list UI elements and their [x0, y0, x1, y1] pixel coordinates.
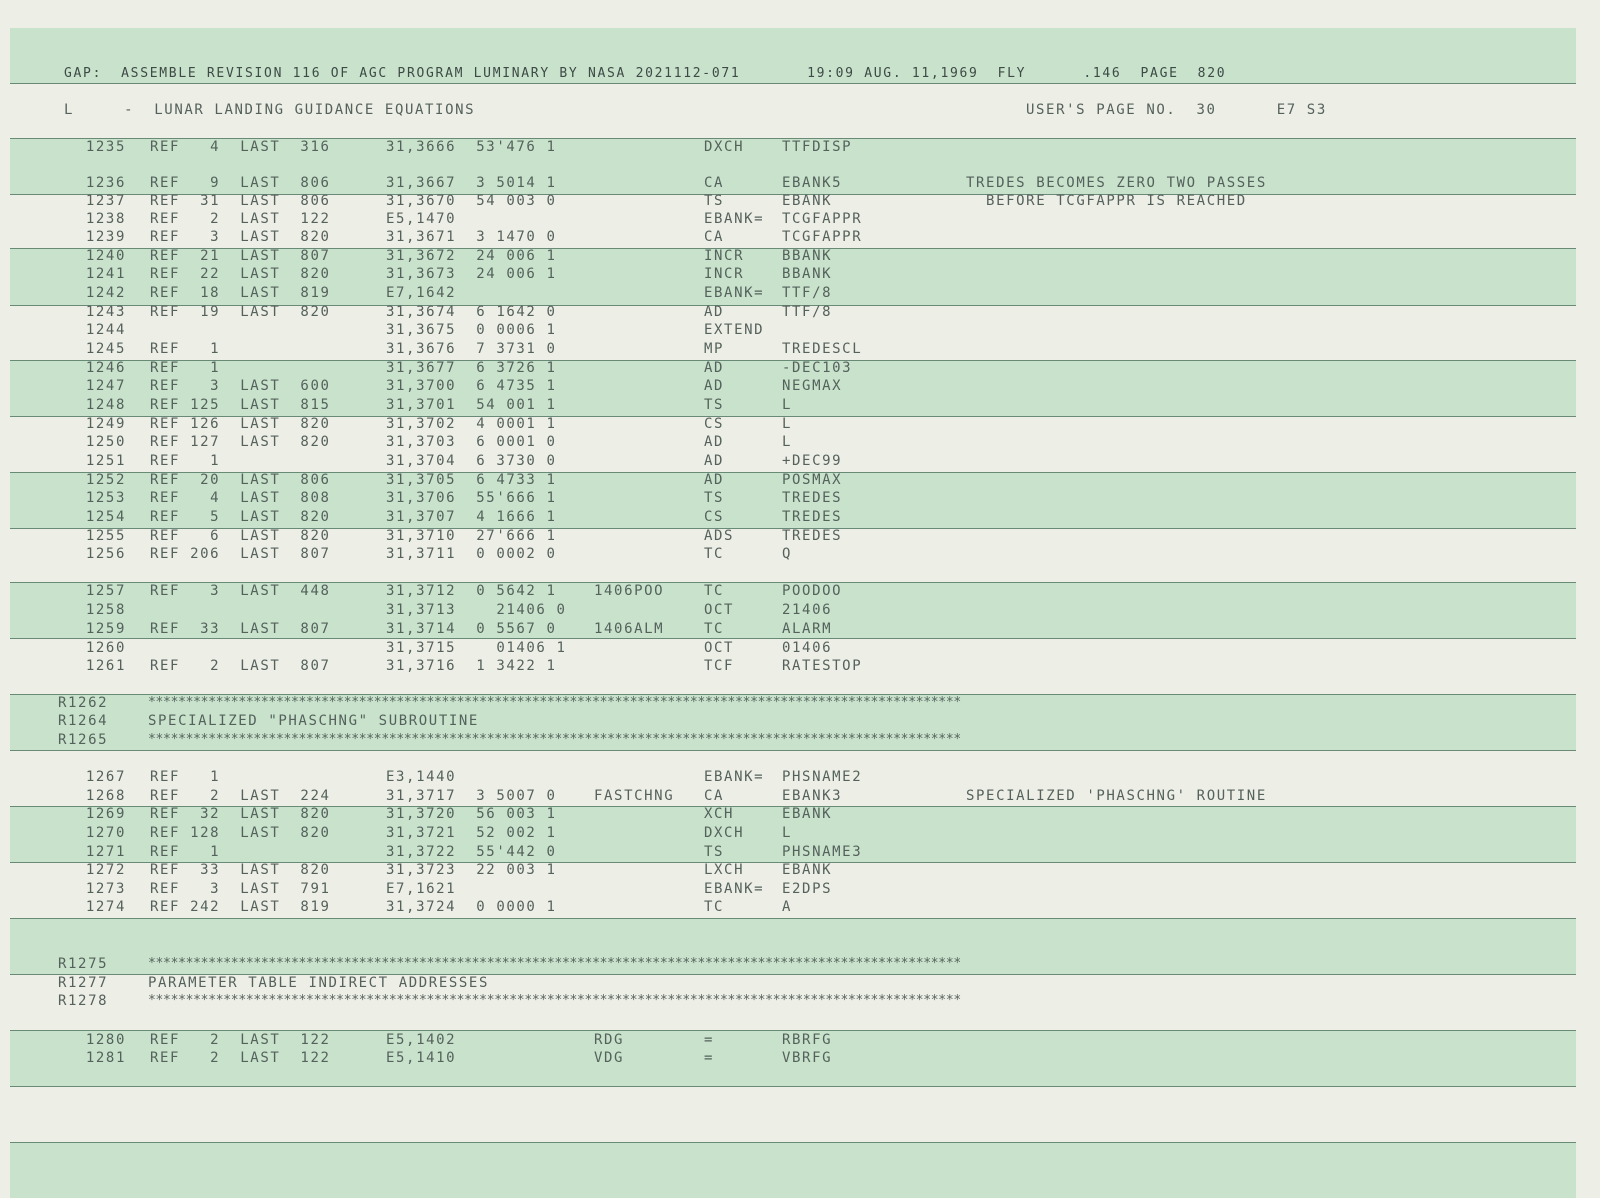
row-ref: ************************************************************************************************************	[148, 993, 961, 1008]
row-id: 1257	[85, 583, 126, 599]
row-ref: ************************************************************************************************************	[148, 695, 961, 710]
row-operand: L	[782, 397, 793, 413]
row-ref: REF 242 LAST 819	[150, 899, 331, 915]
row-addr: 31,3670 54 003 0	[386, 193, 557, 209]
row-ref: REF 2 LAST 122	[150, 1050, 331, 1066]
row-ref: REF 2 LAST 807	[150, 658, 331, 674]
row-ref: REF 9 LAST 806	[150, 175, 331, 191]
row-op: AD	[704, 472, 725, 488]
header-user-page: USER'S PAGE NO. 30 E7 S3	[1026, 102, 1327, 118]
row-operand: NEGMAX	[782, 378, 843, 394]
row-ref: REF 127 LAST 820	[150, 434, 331, 450]
row-id: 1258	[85, 602, 126, 618]
rule-line	[10, 1142, 1576, 1143]
row-ref: REF 6 LAST 820	[150, 528, 331, 544]
row-ref: REF 3 LAST 448	[150, 583, 331, 599]
row-label: VDG	[594, 1050, 625, 1066]
row-addr: 31,3715 01406 1	[386, 640, 567, 656]
row-op: INCR	[704, 266, 745, 282]
row-operand: RATESTOP	[782, 658, 863, 674]
row-op: EBANK=	[704, 881, 765, 897]
row-op: DXCH	[704, 825, 745, 841]
rule-line	[10, 918, 1576, 919]
row-ref: REF 126 LAST 820	[150, 416, 331, 432]
rule-line	[10, 750, 1576, 751]
row-label: 1406ALM	[594, 621, 665, 637]
row-addr: E5,1470	[386, 211, 457, 227]
row-op: DXCH	[704, 139, 745, 155]
row-id: 1272	[85, 862, 126, 878]
row-addr: 31,3723 22 003 1	[386, 862, 557, 878]
row-operand: E2DPS	[782, 881, 833, 897]
row-op: LXCH	[704, 862, 745, 878]
row-op: TCF	[704, 658, 735, 674]
row-id: 1237	[85, 193, 126, 209]
row-ref: REF 1	[150, 453, 221, 469]
row-op: TS	[704, 844, 725, 860]
row-op: INCR	[704, 248, 745, 264]
row-id: 1243	[85, 304, 126, 320]
row-op: =	[704, 1032, 715, 1048]
row-op: CS	[704, 509, 725, 525]
row-id: 1270	[85, 825, 126, 841]
row-addr: 31,3707 4 1666 1	[386, 509, 557, 525]
rule-line	[10, 83, 1576, 84]
row-ref: REF 2 LAST 122	[150, 211, 331, 227]
row-addr: 31,3677 6 3726 1	[386, 360, 557, 376]
row-addr: 31,3710 27'666 1	[386, 528, 557, 544]
row-addr: E5,1410	[386, 1050, 457, 1066]
row-operand: PHSNAME2	[782, 769, 863, 785]
row-id: 1238	[85, 211, 126, 227]
row-addr: 31,3701 54 001 1	[386, 397, 557, 413]
row-ref: SPECIALIZED "PHASCHNG" SUBROUTINE	[148, 713, 479, 729]
row-op: =	[704, 1050, 715, 1066]
header-section-title: L - LUNAR LANDING GUIDANCE EQUATIONS	[64, 102, 476, 118]
row-addr: 31,3666 53'476 1	[386, 139, 557, 155]
row-operand: PHSNAME3	[782, 844, 863, 860]
row-ref: REF 22 LAST 820	[150, 266, 331, 282]
row-ref: REF 33 LAST 820	[150, 862, 331, 878]
header-title-line: GAP: ASSEMBLE REVISION 116 OF AGC PROGRAM LUMINARY BY NASA 2021112-071 19:09 AUG. 11,1969 FLY .146 PAGE 820	[64, 66, 1227, 81]
row-operand: EBANK	[782, 193, 833, 209]
row-addr: E7,1642	[386, 285, 457, 301]
row-operand: BBANK	[782, 266, 833, 282]
row-label: 1406POO	[594, 583, 665, 599]
row-op: AD	[704, 378, 725, 394]
row-ref: REF 1	[150, 341, 221, 357]
row-operand: TTF/8	[782, 285, 833, 301]
listing-page	[10, 0, 1576, 1198]
row-op: AD	[704, 453, 725, 469]
row-addr: 31,3717 3 5007 0	[386, 788, 557, 804]
row-id: 1240	[85, 248, 126, 264]
row-addr: 31,3721 52 002 1	[386, 825, 557, 841]
row-operand: ALARM	[782, 621, 833, 637]
row-addr: 31,3703 6 0001 0	[386, 434, 557, 450]
row-id: 1261	[85, 658, 126, 674]
row-id: R1262	[58, 695, 109, 711]
row-addr: 31,3706 55'666 1	[386, 490, 557, 506]
row-id: 1267	[85, 769, 126, 785]
row-id: 1250	[85, 434, 126, 450]
row-id: 1242	[85, 285, 126, 301]
row-ref: REF 31 LAST 806	[150, 193, 331, 209]
row-id: 1281	[85, 1050, 126, 1066]
row-addr: 31,3673 24 006 1	[386, 266, 557, 282]
row-ref: REF 18 LAST 819	[150, 285, 331, 301]
row-ref: REF 1	[150, 844, 221, 860]
row-op: OCT	[704, 602, 735, 618]
row-operand: BBANK	[782, 248, 833, 264]
row-op: XCH	[704, 806, 735, 822]
row-ref: REF 3 LAST 600	[150, 378, 331, 394]
row-ref: REF 4 LAST 316	[150, 139, 331, 155]
row-operand: TREDESCL	[782, 341, 863, 357]
row-id: 1248	[85, 397, 126, 413]
row-ref: REF 21 LAST 807	[150, 248, 331, 264]
row-id: 1259	[85, 621, 126, 637]
row-operand: POODOO	[782, 583, 843, 599]
row-op: EBANK=	[704, 769, 765, 785]
row-ref: REF 5 LAST 820	[150, 509, 331, 525]
row-ref: REF 32 LAST 820	[150, 806, 331, 822]
row-id: 1246	[85, 360, 126, 376]
row-addr: 31,3675 0 0006 1	[386, 322, 557, 338]
row-operand: 01406	[782, 640, 833, 656]
row-id: 1251	[85, 453, 126, 469]
row-addr: 31,3716 1 3422 1	[386, 658, 557, 674]
row-id: 1239	[85, 229, 126, 245]
row-id: 1252	[85, 472, 126, 488]
row-operand: EBANK3	[782, 788, 843, 804]
row-id: 1274	[85, 899, 126, 915]
row-ref: REF 206 LAST 807	[150, 546, 331, 562]
row-operand: A	[782, 899, 793, 915]
row-id: 1236	[85, 175, 126, 191]
row-ref: REF 1	[150, 769, 221, 785]
row-ref: REF 2 LAST 224	[150, 788, 331, 804]
row-operand: TTFDISP	[782, 139, 853, 155]
row-op: TC	[704, 546, 725, 562]
row-id: 1247	[85, 378, 126, 394]
row-id: 1256	[85, 546, 126, 562]
row-operand: EBANK	[782, 862, 833, 878]
row-addr: 31,3705 6 4733 1	[386, 472, 557, 488]
row-addr: 31,3672 24 006 1	[386, 248, 557, 264]
row-operand: EBANK	[782, 806, 833, 822]
row-addr: E3,1440	[386, 769, 457, 785]
row-id: 1249	[85, 416, 126, 432]
row-operand: L	[782, 416, 793, 432]
row-operand: TTF/8	[782, 304, 833, 320]
row-id: R1275	[58, 956, 109, 972]
row-ref: REF 20 LAST 806	[150, 472, 331, 488]
row-id: 1271	[85, 844, 126, 860]
row-operand: 21406	[782, 602, 833, 618]
row-addr: 31,3676 7 3731 0	[386, 341, 557, 357]
row-operand: TREDES	[782, 528, 843, 544]
row-op: AD	[704, 360, 725, 376]
row-addr: 31,3724 0 0000 1	[386, 899, 557, 915]
row-id: 1253	[85, 490, 126, 506]
row-op: CS	[704, 416, 725, 432]
row-op: CA	[704, 788, 725, 804]
row-id: 1280	[85, 1032, 126, 1048]
row-addr: 31,3712 0 5642 1	[386, 583, 557, 599]
row-op: CA	[704, 175, 725, 191]
row-label: RDG	[594, 1032, 625, 1048]
row-op: TC	[704, 583, 725, 599]
rule-line	[10, 1086, 1576, 1087]
row-op: TC	[704, 621, 725, 637]
rule-line	[10, 1030, 1576, 1031]
row-ref: REF 19 LAST 820	[150, 304, 331, 320]
row-operand: +DEC99	[782, 453, 843, 469]
row-id: 1241	[85, 266, 126, 282]
row-operand: -DEC103	[782, 360, 853, 376]
row-op: TC	[704, 899, 725, 915]
row-op: AD	[704, 434, 725, 450]
rule-line	[10, 638, 1576, 639]
row-operand: RBRFG	[782, 1032, 833, 1048]
row-id: R1264	[58, 713, 109, 729]
row-operand: TREDES	[782, 490, 843, 506]
row-op: EBANK=	[704, 211, 765, 227]
row-operand: L	[782, 434, 793, 450]
row-addr: 31,3722 55'442 0	[386, 844, 557, 860]
row-id: 1260	[85, 640, 126, 656]
row-addr: E5,1402	[386, 1032, 457, 1048]
row-comment: SPECIALIZED 'PHASCHNG' ROUTINE	[966, 788, 1267, 804]
row-ref: REF 2 LAST 122	[150, 1032, 331, 1048]
row-ref: REF 128 LAST 820	[150, 825, 331, 841]
row-id: 1245	[85, 341, 126, 357]
row-comment: BEFORE TCGFAPPR IS REACHED	[966, 193, 1247, 209]
row-id: 1254	[85, 509, 126, 525]
row-addr: 31,3667 3 5014 1	[386, 175, 557, 191]
row-id: R1265	[58, 732, 109, 748]
row-id: 1255	[85, 528, 126, 544]
row-addr: 31,3700 6 4735 1	[386, 378, 557, 394]
row-ref: REF 1	[150, 360, 221, 376]
row-id: 1244	[85, 322, 126, 338]
row-addr: 31,3671 3 1470 0	[386, 229, 557, 245]
row-op: EBANK=	[704, 285, 765, 301]
row-op: ADS	[704, 528, 735, 544]
row-addr: 31,3711 0 0002 0	[386, 546, 557, 562]
row-addr: 31,3702 4 0001 1	[386, 416, 557, 432]
row-addr: E7,1621	[386, 881, 457, 897]
row-op: TS	[704, 490, 725, 506]
row-id: R1278	[58, 993, 109, 1009]
row-operand: VBRFG	[782, 1050, 833, 1066]
row-addr: 31,3704 6 3730 0	[386, 453, 557, 469]
row-id: 1273	[85, 881, 126, 897]
row-addr: 31,3674 6 1642 0	[386, 304, 557, 320]
row-ref: ************************************************************************************************************	[148, 732, 961, 747]
row-operand: L	[782, 825, 793, 841]
row-op: OCT	[704, 640, 735, 656]
row-id: 1269	[85, 806, 126, 822]
row-ref: REF 3 LAST 820	[150, 229, 331, 245]
row-label: FASTCHNG	[594, 788, 675, 804]
row-addr: 31,3720 56 003 1	[386, 806, 557, 822]
row-op: MP	[704, 341, 725, 357]
row-ref: REF 125 LAST 815	[150, 397, 331, 413]
row-operand: TREDES	[782, 509, 843, 525]
row-addr: 31,3713 21406 0	[386, 602, 567, 618]
row-op: EXTEND	[704, 322, 765, 338]
row-op: TS	[704, 193, 725, 209]
row-ref: REF 4 LAST 808	[150, 490, 331, 506]
row-id: 1235	[85, 139, 126, 155]
row-operand: EBANK5	[782, 175, 843, 191]
row-op: AD	[704, 304, 725, 320]
row-ref: REF 3 LAST 791	[150, 881, 331, 897]
row-id: 1268	[85, 788, 126, 804]
green-band	[10, 1142, 1576, 1198]
row-comment: TREDES BECOMES ZERO TWO PASSES	[966, 175, 1267, 191]
row-id: R1277	[58, 975, 109, 991]
row-operand: POSMAX	[782, 472, 843, 488]
row-addr: 31,3714 0 5567 0	[386, 621, 557, 637]
row-ref: PARAMETER TABLE INDIRECT ADDRESSES	[148, 975, 489, 991]
row-operand: TCGFAPPR	[782, 211, 863, 227]
row-ref: ************************************************************************************************************	[148, 956, 961, 971]
row-operand: TCGFAPPR	[782, 229, 863, 245]
row-ref: REF 33 LAST 807	[150, 621, 331, 637]
row-op: CA	[704, 229, 725, 245]
row-op: TS	[704, 397, 725, 413]
row-operand: Q	[782, 546, 793, 562]
